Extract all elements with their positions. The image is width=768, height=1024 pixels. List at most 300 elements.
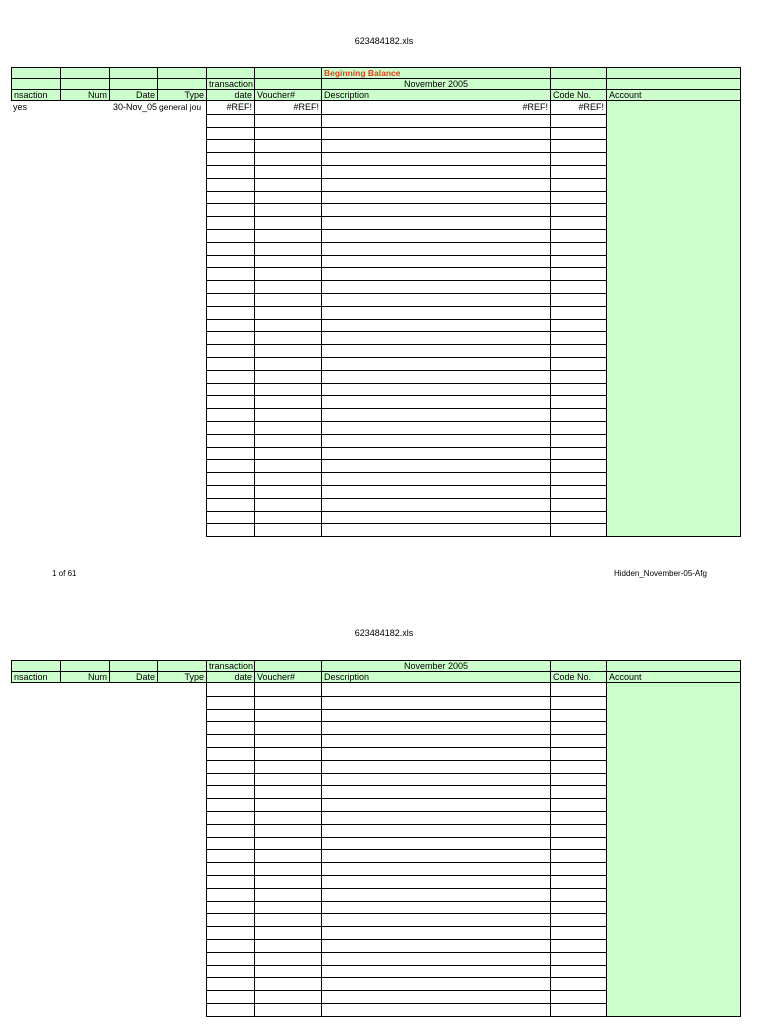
table-cell [606, 862, 741, 876]
table-cell [550, 127, 606, 141]
table-cell [254, 760, 321, 774]
col-transaction-date: date [206, 89, 254, 101]
table-cell [606, 472, 741, 486]
table-cell [550, 447, 606, 461]
table-cell [321, 939, 550, 953]
table-cell [550, 395, 606, 409]
table-cell [606, 952, 741, 966]
table-cell [321, 395, 550, 409]
col-voucher: Voucher# [254, 671, 321, 683]
table-cell [321, 696, 550, 710]
table-cell [206, 447, 254, 461]
table-cell [321, 901, 550, 915]
table-cell [254, 127, 321, 141]
table-cell: #REF! [254, 101, 321, 115]
table-cell [206, 696, 254, 710]
table-cell [254, 139, 321, 153]
table-cell [321, 760, 550, 774]
table-cell [206, 760, 254, 774]
table-cell [321, 888, 550, 902]
table-cell [206, 293, 254, 307]
table-cell [550, 344, 606, 358]
table-cell [550, 683, 606, 697]
table-cell [606, 114, 741, 128]
table-cell [206, 952, 254, 966]
table-cell [321, 203, 550, 217]
table-cell [206, 267, 254, 281]
table-cell [321, 152, 550, 166]
table-cell [254, 344, 321, 358]
table-cell [550, 459, 606, 473]
table-cell [254, 888, 321, 902]
table-cell [550, 926, 606, 940]
table-cell [206, 178, 254, 192]
table-cell [254, 242, 321, 256]
table-cell [206, 849, 254, 863]
table-cell [206, 888, 254, 902]
table-cell [550, 498, 606, 512]
beginning-balance-label: Beginning Balance [321, 67, 550, 79]
col-voucher: Voucher# [254, 89, 321, 101]
table-cell [550, 798, 606, 812]
table-cell [206, 216, 254, 230]
table-cell [321, 267, 550, 281]
table-cell [606, 811, 741, 825]
table-cell [321, 734, 550, 748]
table-cell [206, 747, 254, 761]
table-cell [254, 875, 321, 889]
table-cell [550, 191, 606, 205]
table-cell [606, 760, 741, 774]
table-cell [206, 191, 254, 205]
col-code: Code No. [550, 671, 606, 683]
table-cell [254, 977, 321, 991]
table-cell [606, 990, 741, 1004]
table-cell [206, 523, 254, 537]
table-cell [254, 472, 321, 486]
table-cell: #REF! [206, 101, 254, 115]
table-cell [550, 824, 606, 838]
table-cell: #REF! [550, 101, 606, 115]
table-cell [606, 485, 741, 499]
table-cell [321, 926, 550, 940]
table-cell [254, 293, 321, 307]
table-cell [254, 267, 321, 281]
period-label: November 2005 [321, 78, 550, 90]
table-cell [206, 939, 254, 953]
table-cell [606, 344, 741, 358]
table-cell [550, 319, 606, 333]
table-cell [254, 203, 321, 217]
table-cell [550, 977, 606, 991]
table-cell [206, 421, 254, 435]
table-cell [254, 926, 321, 940]
table-cell [321, 357, 550, 371]
table-cell [206, 785, 254, 799]
table-cell [254, 255, 321, 269]
table-cell [254, 901, 321, 915]
table-cell [254, 523, 321, 537]
table-cell [550, 434, 606, 448]
table-cell [550, 990, 606, 1004]
table-cell [606, 242, 741, 256]
table-cell [321, 811, 550, 825]
table-cell [550, 472, 606, 486]
table-cell [254, 498, 321, 512]
table-cell [254, 383, 321, 397]
table-cell [606, 498, 741, 512]
table-cell [206, 773, 254, 787]
table-cell [550, 485, 606, 499]
table-cell [321, 165, 550, 179]
table-cell [254, 319, 321, 333]
table-cell [321, 849, 550, 863]
table-cell [254, 773, 321, 787]
table-cell [206, 229, 254, 243]
table-cell [550, 203, 606, 217]
table-cell [321, 344, 550, 358]
table-cell [550, 721, 606, 735]
table-cell [550, 267, 606, 281]
table-cell [206, 734, 254, 748]
table-cell [321, 216, 550, 230]
table-cell [606, 421, 741, 435]
table-cell [206, 395, 254, 409]
table-cell [606, 357, 741, 371]
table-cell [206, 901, 254, 915]
table-cell [550, 760, 606, 774]
table-cell [550, 1003, 606, 1017]
table-cell [550, 511, 606, 525]
transaction-label: transaction [206, 78, 254, 90]
table-cell [321, 331, 550, 345]
table-cell [206, 683, 254, 697]
table-cell [254, 785, 321, 799]
table-cell [550, 785, 606, 799]
table-cell [254, 280, 321, 294]
table-cell [206, 485, 254, 499]
table-cell [254, 229, 321, 243]
table-cell [606, 319, 741, 333]
table-cell [206, 242, 254, 256]
table-cell [321, 747, 550, 761]
table-cell [206, 990, 254, 1004]
table-cell [321, 1003, 550, 1017]
table-cell [606, 977, 741, 991]
table-cell [321, 485, 550, 499]
table-cell [606, 888, 741, 902]
table-cell [254, 811, 321, 825]
cell-date: 30-Nov_05 [112, 102, 157, 112]
table-cell [550, 229, 606, 243]
table-cell [254, 849, 321, 863]
table-cell [206, 127, 254, 141]
table-cell [606, 773, 741, 787]
table-cell [206, 280, 254, 294]
table-cell [550, 152, 606, 166]
table-cell [254, 798, 321, 812]
table-cell [321, 862, 550, 876]
table-cell [206, 319, 254, 333]
col-num: Num [60, 89, 109, 101]
table-cell [550, 901, 606, 915]
table-cell [254, 862, 321, 876]
table-cell [321, 523, 550, 537]
table-cell [606, 255, 741, 269]
table-cell [321, 511, 550, 525]
table-cell [606, 267, 741, 281]
col-code: Code No. [550, 89, 606, 101]
table-cell [606, 229, 741, 243]
table-cell [321, 785, 550, 799]
table-cell [606, 824, 741, 838]
table-cell [254, 447, 321, 461]
table-cell [254, 152, 321, 166]
column-header-row [11, 671, 741, 683]
table-cell [206, 139, 254, 153]
table-cell [206, 837, 254, 851]
table-cell [606, 734, 741, 748]
table-cell [321, 709, 550, 723]
cell-type: general jou [159, 102, 202, 112]
table-cell [321, 178, 550, 192]
table-cell [206, 459, 254, 473]
table-cell [321, 242, 550, 256]
table-cell [550, 709, 606, 723]
table-cell [606, 709, 741, 723]
table-cell [254, 511, 321, 525]
table-cell [254, 721, 321, 735]
table-cell [206, 1003, 254, 1017]
table-cell [550, 888, 606, 902]
table-cell [606, 785, 741, 799]
table-cell [254, 696, 321, 710]
table-cell [550, 875, 606, 889]
table-cell [550, 306, 606, 320]
table-cell [606, 511, 741, 525]
table-cell [321, 293, 550, 307]
column-header-row [11, 89, 741, 101]
table-cell [254, 709, 321, 723]
table-cell [206, 824, 254, 838]
col-date: Date [109, 89, 157, 101]
file-name-title: 623484182.xls [354, 628, 414, 638]
table-cell [606, 747, 741, 761]
table-cell [321, 127, 550, 141]
table-cell [254, 990, 321, 1004]
table-cell [606, 191, 741, 205]
table-cell [206, 408, 254, 422]
table-cell [254, 734, 321, 748]
table-cell [321, 683, 550, 697]
table-cell [606, 798, 741, 812]
table-cell [321, 114, 550, 128]
table-cell [550, 939, 606, 953]
table-cell [550, 913, 606, 927]
table-cell [550, 811, 606, 825]
table-cell [321, 370, 550, 384]
col-description: Description [321, 89, 550, 101]
table-cell [321, 875, 550, 889]
period-label: November 2005 [321, 660, 550, 672]
sheet-page-2 [11, 660, 741, 1016]
table-cell [606, 383, 741, 397]
table-cell [206, 114, 254, 128]
table-cell [550, 280, 606, 294]
table-cell [321, 447, 550, 461]
table-cell [321, 498, 550, 512]
table-cell [321, 952, 550, 966]
col-type: Type [157, 671, 206, 683]
table-cell [206, 472, 254, 486]
table-cell [254, 434, 321, 448]
table-cell [206, 721, 254, 735]
table-cell [254, 683, 321, 697]
table-cell [206, 165, 254, 179]
table-cell [550, 383, 606, 397]
data-grid [11, 101, 741, 536]
table-cell [606, 306, 741, 320]
table-cell [254, 370, 321, 384]
table-cell [606, 434, 741, 448]
table-cell [254, 331, 321, 345]
table-cell [550, 523, 606, 537]
table-cell [550, 747, 606, 761]
table-cell [206, 511, 254, 525]
table-cell [254, 952, 321, 966]
table-cell [550, 849, 606, 863]
table-cell [206, 709, 254, 723]
table-cell [321, 408, 550, 422]
table-cell [254, 306, 321, 320]
table-cell [321, 319, 550, 333]
col-account: Account [606, 89, 741, 101]
col-num: Num [60, 671, 109, 683]
table-cell [550, 773, 606, 787]
table-cell [606, 395, 741, 409]
table-cell [606, 280, 741, 294]
table-cell [254, 114, 321, 128]
table-cell [254, 965, 321, 979]
table-cell [550, 331, 606, 345]
table-cell [254, 837, 321, 851]
table-cell [606, 965, 741, 979]
col-description: Description [321, 671, 550, 683]
table-cell [606, 939, 741, 953]
table-cell [606, 331, 741, 345]
table-cell [321, 280, 550, 294]
table-cell [321, 977, 550, 991]
sheet-page-1 [11, 67, 741, 536]
table-cell [321, 191, 550, 205]
table-cell [321, 773, 550, 787]
col-type: Type [157, 89, 206, 101]
table-cell [321, 798, 550, 812]
table-cell [206, 913, 254, 927]
table-cell [606, 901, 741, 915]
table-cell [206, 152, 254, 166]
page-number: 1 of 61 [52, 569, 77, 578]
col-transaction: nsaction [11, 89, 60, 101]
table-cell [550, 357, 606, 371]
table-cell [321, 306, 550, 320]
table-cell [606, 447, 741, 461]
table-cell [321, 913, 550, 927]
table-cell [321, 472, 550, 486]
table-cell [550, 408, 606, 422]
data-grid [11, 683, 741, 1016]
table-cell [254, 216, 321, 230]
table-cell [206, 862, 254, 876]
file-name-title: 623484182.xls [354, 36, 414, 46]
table-cell [206, 434, 254, 448]
table-cell [206, 255, 254, 269]
table-cell [606, 165, 741, 179]
table-cell [550, 862, 606, 876]
table-cell [550, 734, 606, 748]
table-cell [206, 306, 254, 320]
table-cell [321, 139, 550, 153]
col-transaction-date: date [206, 671, 254, 683]
table-cell [550, 114, 606, 128]
table-cell [550, 216, 606, 230]
table-cell [606, 523, 741, 537]
table-cell [606, 721, 741, 735]
col-transaction: nsaction [11, 671, 60, 683]
table-cell [254, 747, 321, 761]
table-cell [606, 101, 741, 115]
table-cell [206, 357, 254, 371]
table-cell [606, 913, 741, 927]
table-cell [254, 939, 321, 953]
table-cell [254, 421, 321, 435]
table-cell [550, 165, 606, 179]
table-cell [606, 459, 741, 473]
table-cell [606, 127, 741, 141]
table-cell [321, 824, 550, 838]
table-cell [606, 370, 741, 384]
table-cell [550, 696, 606, 710]
table-cell [254, 913, 321, 927]
table-cell [206, 331, 254, 345]
table-cell [550, 421, 606, 435]
table-cell [206, 811, 254, 825]
transaction-label: transaction [206, 660, 254, 672]
table-cell [321, 434, 550, 448]
table-cell [254, 191, 321, 205]
table-cell [606, 875, 741, 889]
table-cell [206, 370, 254, 384]
table-cell [206, 203, 254, 217]
table-cell [254, 357, 321, 371]
table-cell [606, 408, 741, 422]
table-cell [321, 990, 550, 1004]
cell-transaction: yes [13, 102, 28, 112]
table-cell [606, 696, 741, 710]
table-cell [206, 383, 254, 397]
table-cell [206, 926, 254, 940]
table-cell [606, 203, 741, 217]
table-cell [321, 229, 550, 243]
table-cell: #REF! [321, 101, 550, 115]
table-cell [254, 459, 321, 473]
table-cell [550, 952, 606, 966]
table-cell [606, 152, 741, 166]
table-cell [321, 721, 550, 735]
table-cell [321, 837, 550, 851]
table-cell [206, 977, 254, 991]
table-cell [254, 408, 321, 422]
